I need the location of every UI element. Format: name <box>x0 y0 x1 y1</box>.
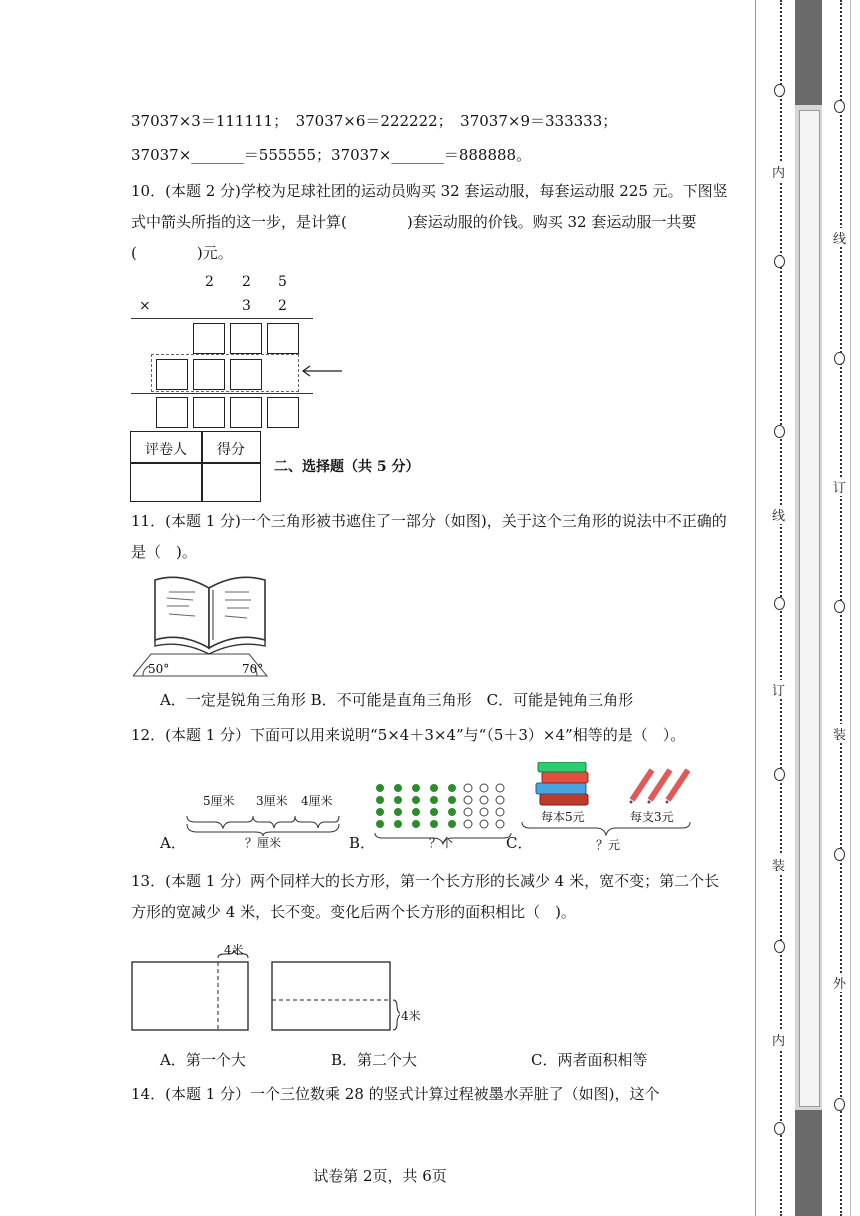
reviewer-cell[interactable] <box>132 464 200 500</box>
binding-char: 订 <box>833 477 846 496</box>
page-footer: 试卷第 2页，共 6页 <box>313 1167 447 1185</box>
rule <box>131 393 313 394</box>
binding-char: 内 <box>772 1030 785 1049</box>
reviewer-label: 评卷人 <box>145 442 187 458</box>
question-12-text: 12．(本题 1 分）下面可以用来说明“5×4＋3×4”与“（5＋3）×4”相等的是（ ）。 <box>131 726 686 744</box>
digit: 2 <box>242 274 251 290</box>
binding-char: 外 <box>833 973 846 992</box>
binding-char: 内 <box>772 162 785 181</box>
total-dots-label: ？个 <box>429 836 454 850</box>
segment-label: 4厘米 <box>301 794 333 808</box>
digit: 2 <box>278 298 287 314</box>
question-10-text: 10．(本题 2 分)学校为足球社团的运动员购买 32 套运动服，每套运动服 225 元。下图竖式中箭头所指的这一步，是计算( )套运动服的价钱。购买 32 套运动服一共要( )元。 <box>131 182 728 262</box>
pattern-line-1: 37037×3＝111111； 37037×6＝222222； 37037×9＝333333； <box>131 112 618 130</box>
arrow-left-icon <box>300 364 344 378</box>
dot-array-figure <box>373 782 517 834</box>
question-11-text: 11．(本题 1 分)一个三角形被书遮住了一部分（如图)，关于这个三角形的说法中不正确的是（ )。 <box>131 512 727 561</box>
answer-box[interactable] <box>230 359 262 390</box>
score-table <box>130 431 261 502</box>
digit: 2 <box>205 274 214 290</box>
binding-char: 装 <box>833 724 846 743</box>
length-segments-figure <box>185 806 345 836</box>
brace-icon <box>520 822 692 836</box>
option-a[interactable]: A．第一个大 <box>160 1051 246 1069</box>
binding-char: 线 <box>772 505 785 524</box>
times-sign: × <box>139 298 151 314</box>
score-cell[interactable] <box>203 464 259 500</box>
digit: 3 <box>242 298 251 314</box>
binding-char: 订 <box>772 680 785 699</box>
book-price-label: 每本5元 <box>541 810 585 824</box>
pattern-line-2: 37037×_______＝555555；37037×_______＝888888。 <box>131 146 532 164</box>
score-label: 得分 <box>217 442 245 458</box>
answer-box[interactable] <box>230 323 262 354</box>
total-length-label: ？厘米 <box>245 836 282 850</box>
total-price-label: ？元 <box>596 838 621 852</box>
section-title: 二、选择题（共 5 分） <box>274 459 420 475</box>
option-a-label[interactable]: A． <box>160 834 186 852</box>
answer-box[interactable] <box>193 323 225 354</box>
rectangles-figure <box>130 938 400 1034</box>
label-side-4m: 4米 <box>401 1009 421 1023</box>
option-c-label[interactable]: C． <box>506 834 533 852</box>
pens-icon <box>624 766 690 804</box>
answer-box[interactable] <box>156 397 188 428</box>
rule <box>131 318 313 319</box>
digit: 5 <box>278 274 287 290</box>
binding-char: 线 <box>833 228 846 247</box>
question-11-options[interactable]: A．一定是锐角三角形 B．不可能是直角三角形 C．可能是钝角三角形 <box>160 691 634 709</box>
answer-box[interactable] <box>267 397 299 428</box>
binding-char: 装 <box>772 855 785 874</box>
answer-box[interactable] <box>193 359 225 390</box>
option-c[interactable]: C．两者面积相等 <box>531 1051 648 1069</box>
option-b-label[interactable]: B． <box>349 834 376 852</box>
answer-box[interactable] <box>230 397 262 428</box>
label-top-4m: 4米 <box>224 943 244 957</box>
angle-right-label: 70° <box>242 662 264 676</box>
answer-box[interactable] <box>193 397 225 428</box>
option-b[interactable]: B．第二个大 <box>331 1051 418 1069</box>
angle-left-label: 50° <box>148 662 170 676</box>
question-14-text: 14．(本题 1 分）一个三位数乘 28 的竖式计算过程被墨水弄脏了（如图)，这个 <box>131 1085 660 1103</box>
segment-label: 3厘米 <box>256 794 288 808</box>
book-stack-icon <box>534 762 594 808</box>
pen-price-label: 每支3元 <box>630 810 674 824</box>
answer-box[interactable] <box>267 323 299 354</box>
segment-label: 5厘米 <box>203 794 235 808</box>
answer-box[interactable] <box>156 359 188 390</box>
question-13-text: 13．(本题 1 分）两个同样大的长方形，第一个长方形的长减少 4 米，宽不变；第二个长方形的宽减少 4 米，长不变。变化后两个长方形的面积相比（ )。 <box>131 872 720 921</box>
